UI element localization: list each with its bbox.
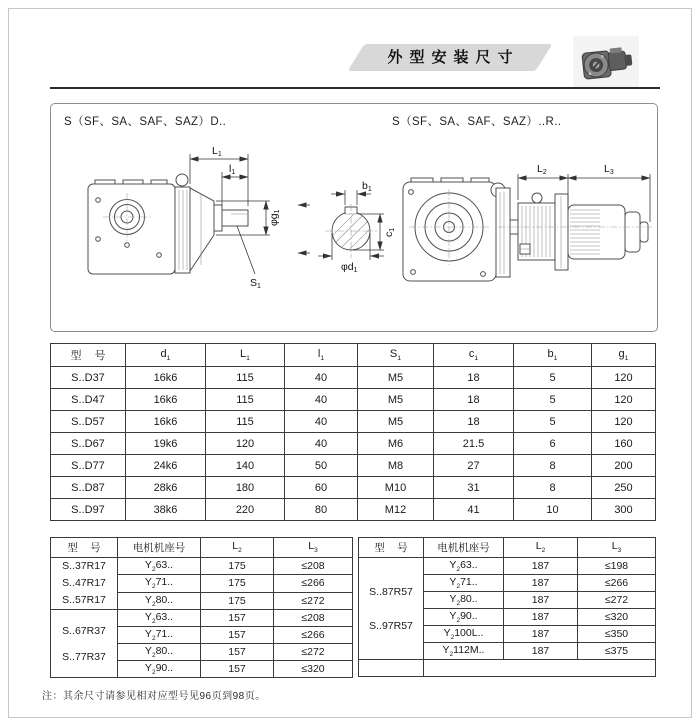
table-cell: 8	[514, 455, 592, 477]
col-header-g1: $g_1$	[592, 344, 656, 367]
model-group-cell	[359, 558, 424, 660]
table-cell: 40	[285, 367, 358, 389]
dim-label-b1: b1	[362, 180, 372, 193]
table-row	[51, 389, 656, 411]
frame-cell: $Y_280$..	[118, 644, 201, 661]
dim-label-l1: l1	[229, 163, 236, 176]
table-row	[51, 477, 656, 499]
table-cell: ≤198	[578, 558, 656, 575]
shaft-cross-section-drawing	[318, 180, 396, 274]
frame-cell: $Y_290$..	[424, 609, 504, 626]
table-cell: 18	[434, 411, 514, 433]
gearbox-side-view-drawing	[88, 145, 310, 290]
table-cell: 120	[592, 389, 656, 411]
drawing-label-left: S（SF、SA、SAF、SAZ）D..	[64, 116, 227, 128]
drawing-panel	[50, 103, 658, 332]
model-label: S..97R57	[369, 619, 413, 632]
table-cell: ≤272	[578, 592, 656, 609]
frame-cell: $Y_263$..	[118, 610, 201, 627]
table-cell: 18	[434, 389, 514, 411]
table-cell: 18	[434, 367, 514, 389]
table-cell: 187	[504, 575, 578, 592]
table-cell: 120	[592, 411, 656, 433]
table-cell: 140	[206, 455, 285, 477]
gearbox-with-motor-drawing	[403, 163, 652, 281]
table-cell: M8	[358, 455, 434, 477]
frame-cell: $Y_2100L$..	[424, 626, 504, 643]
col-header-motor-frame: 电机机座号	[424, 538, 504, 558]
col-header-motor-frame: 电机机座号	[118, 538, 201, 558]
table-cell: 157	[201, 644, 274, 661]
table-cell: 16k6	[126, 389, 206, 411]
table-cell: M10	[358, 477, 434, 499]
table-cell: 250	[592, 477, 656, 499]
table-cell: 27	[434, 455, 514, 477]
table-cell: ≤266	[274, 575, 353, 592]
frame-cell: $Y_271$..	[118, 627, 201, 644]
col-header-model: 型 号	[51, 538, 118, 558]
table-cell: 187	[504, 626, 578, 643]
table-cell: M5	[358, 411, 434, 433]
table-cell: ≤208	[274, 610, 353, 627]
frame-cell: $Y_2112M$..	[424, 643, 504, 660]
dim-label-S1: S1	[250, 277, 261, 290]
model-cell: S..D97	[51, 499, 126, 521]
table-cell: 175	[201, 592, 274, 609]
table-cell: 10	[514, 499, 592, 521]
table-cell: 300	[592, 499, 656, 521]
table-cell: 5	[514, 411, 592, 433]
table-cell: 5	[514, 367, 592, 389]
frame-cell: $Y_263$..	[118, 558, 201, 575]
table-cell: 187	[504, 592, 578, 609]
empty-cell	[424, 660, 656, 677]
table-cell: 80	[285, 499, 358, 521]
model-label: S..77R37	[62, 650, 106, 663]
table-row	[51, 367, 656, 389]
dimension-table	[50, 343, 656, 521]
table-cell: 157	[201, 627, 274, 644]
table-row	[359, 660, 656, 677]
table-cell: 38k6	[126, 499, 206, 521]
table-cell: 187	[504, 609, 578, 626]
model-cell: S..D37	[51, 367, 126, 389]
col-header-c1: $c_1$	[434, 344, 514, 367]
drawing-label-right: S（SF、SA、SAF、SAZ）..R..	[392, 116, 562, 128]
table-cell: 16k6	[126, 367, 206, 389]
model-label: S..37R17	[62, 560, 106, 572]
model-cell: S..D67	[51, 433, 126, 455]
table-cell: 175	[201, 558, 274, 575]
table-cell: 60	[285, 477, 358, 499]
model-label: S..47R17	[62, 577, 106, 589]
table-cell: 6	[514, 433, 592, 455]
table-cell: ≤375	[578, 643, 656, 660]
empty-cell	[359, 660, 424, 677]
model-label: S..57R17	[62, 594, 106, 606]
dim-label-g1: φg1	[268, 209, 281, 226]
table-header-row	[51, 538, 353, 558]
col-header-L2: $L_2$	[504, 538, 578, 558]
table-header-row	[51, 344, 656, 367]
table-cell: M5	[358, 389, 434, 411]
frame-cell: $Y_280$..	[424, 592, 504, 609]
col-header-L3: $L_3$	[274, 538, 353, 558]
table-cell: 175	[201, 575, 274, 592]
col-header-b1: $b_1$	[514, 344, 592, 367]
frame-cell: $Y_271$..	[424, 575, 504, 592]
table-cell: 19k6	[126, 433, 206, 455]
table-cell: M6	[358, 433, 434, 455]
col-header-d1: $d_1$	[126, 344, 206, 367]
table-cell: 115	[206, 367, 285, 389]
table-cell: 220	[206, 499, 285, 521]
model-label: S..87R57	[369, 585, 413, 598]
model-cell: S..D77	[51, 455, 126, 477]
table-cell: 40	[285, 433, 358, 455]
table-cell: M12	[358, 499, 434, 521]
table-row	[51, 558, 353, 575]
table-cell: 120	[206, 433, 285, 455]
table-row	[359, 558, 656, 575]
table-row	[51, 455, 656, 477]
header-divider	[50, 87, 660, 89]
frame-cell: $Y_271$..	[118, 575, 201, 592]
frame-cell: $Y_280$..	[118, 592, 201, 609]
table-cell: 115	[206, 411, 285, 433]
technical-drawings	[51, 104, 657, 331]
table-cell: ≤272	[274, 644, 353, 661]
model-cell: S..D47	[51, 389, 126, 411]
gearmotor-photo	[572, 34, 642, 90]
table-cell: ≤320	[274, 661, 353, 678]
table-cell: ≤266	[578, 575, 656, 592]
table-cell: 31	[434, 477, 514, 499]
table-header-row	[359, 538, 656, 558]
table-cell: 200	[592, 455, 656, 477]
frame-cell: $Y_290$..	[118, 661, 201, 678]
col-header-model: 型 号	[359, 538, 424, 558]
model-label: S..67R37	[62, 624, 106, 637]
table-cell: 28k6	[126, 477, 206, 499]
motor-table-right	[358, 537, 656, 677]
dim-label-L2: L2	[537, 163, 547, 176]
col-header-S1: $S_1$	[358, 344, 434, 367]
footnote: 注：其余尺寸请参见相对应型号见96页到98页。	[42, 691, 266, 702]
table-cell: 187	[504, 558, 578, 575]
table-cell: 16k6	[126, 411, 206, 433]
table-cell: 21.5	[434, 433, 514, 455]
dim-label-d1: φd1	[341, 261, 358, 274]
table-cell: 8	[514, 477, 592, 499]
table-cell: ≤272	[274, 592, 353, 609]
dim-label-c1: c1	[383, 227, 396, 237]
table-cell: M5	[358, 367, 434, 389]
frame-cell: $Y_263$..	[424, 558, 504, 575]
table-cell: ≤208	[274, 558, 353, 575]
table-cell: ≤350	[578, 626, 656, 643]
table-cell: 160	[592, 433, 656, 455]
table-cell: 120	[592, 367, 656, 389]
motor-table-left	[50, 537, 353, 678]
model-group-cell	[51, 558, 118, 610]
col-header-L2: $L_2$	[201, 538, 274, 558]
dim-label-L1: L1	[212, 145, 222, 158]
table-cell: 157	[201, 661, 274, 678]
table-cell: ≤266	[274, 627, 353, 644]
dim-label-L3: L3	[604, 163, 614, 176]
table-cell: 157	[201, 610, 274, 627]
model-cell: S..D87	[51, 477, 126, 499]
table-row	[51, 411, 656, 433]
table-cell: 24k6	[126, 455, 206, 477]
model-cell: S..D57	[51, 411, 126, 433]
table-row	[51, 610, 353, 627]
table-cell: 41	[434, 499, 514, 521]
title-banner	[356, 44, 544, 71]
table-cell: 50	[285, 455, 358, 477]
table-cell: 187	[504, 643, 578, 660]
table-cell: ≤320	[578, 609, 656, 626]
table-row	[51, 499, 656, 521]
table-cell: 5	[514, 389, 592, 411]
table-row	[51, 433, 656, 455]
table-cell: 40	[285, 389, 358, 411]
table-cell: 40	[285, 411, 358, 433]
table-cell: 180	[206, 477, 285, 499]
page-title: 外型安装尺寸	[387, 49, 520, 66]
col-header-L1: $L_1$	[206, 344, 285, 367]
col-header-L3: $L_3$	[578, 538, 656, 558]
col-header-l1: $l_1$	[285, 344, 358, 367]
model-group-cell	[51, 610, 118, 678]
table-cell: 115	[206, 389, 285, 411]
col-header-model: 型 号	[51, 344, 126, 367]
